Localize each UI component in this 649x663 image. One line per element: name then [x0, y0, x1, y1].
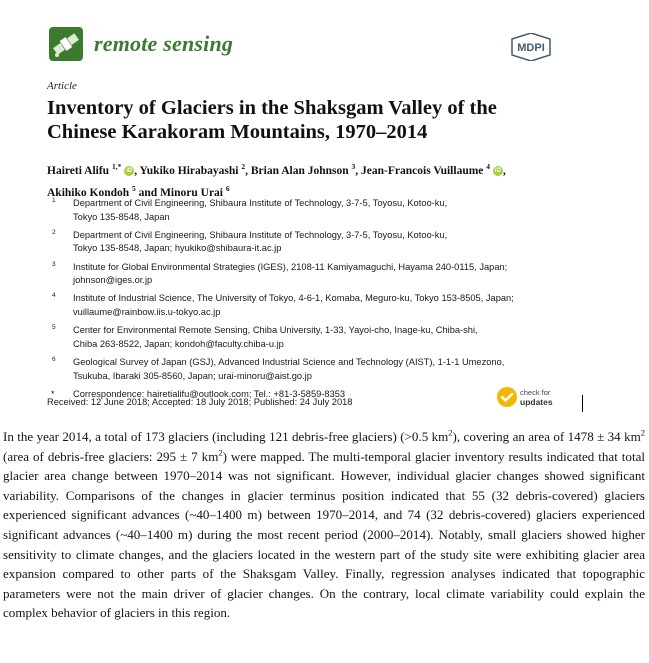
author-name: Yukiko Hirabayashi — [139, 164, 239, 177]
author-sup: 5 — [132, 183, 136, 193]
journal-name: remote sensing — [94, 31, 234, 56]
affiliation-number: 2 — [52, 228, 56, 236]
affiliation-line: Department of Civil Engineering, Shibaura Institute of Technology, 3-7-5, Toyosu, Kotoo-ku, — [73, 198, 448, 208]
author-sup: 1,* — [111, 162, 122, 171]
affiliation — [47, 229, 567, 256]
author[interactable] — [361, 162, 503, 177]
affiliation — [47, 292, 567, 319]
badge-line-1: check for — [520, 388, 551, 397]
affiliation — [47, 261, 567, 288]
author-sup: 3 — [351, 162, 356, 171]
affiliation-line: Tokyo 135-8548, Japan — [73, 211, 170, 222]
affiliation-list — [47, 197, 567, 406]
author-sup: 2 — [241, 162, 246, 171]
affiliation-line: Tokyo 135-8548, Japan; hyukiko@shibaura-it.ac.jp — [73, 243, 282, 254]
affiliation-number: 3 — [52, 260, 56, 268]
affiliation-line: johnson@iges.or.jp — [73, 275, 153, 286]
affiliation-line: vuillaume@rainbow.iis.u-tokyo.ac.jp — [73, 306, 221, 317]
author-name: Jean-Francois Vuillaume — [361, 164, 484, 177]
author-name: Haireti Alifu — [47, 164, 110, 177]
affiliation-number: 1 — [52, 197, 56, 204]
affiliation-line: Geological Survey of Japan (GSJ), Advanced Industrial Science and Technology (AIST), 1-1-1 Umezono, — [73, 356, 505, 367]
author-separator: , — [134, 164, 140, 177]
affiliation-line: Chiba 263-8522, Japan; kondoh@faculty.chiba-u.jp — [73, 338, 284, 349]
publication-dates: Received: 12 June 2018; Accepted: 18 July 2018; Published: 24 July 2018 — [47, 397, 353, 407]
paper-title — [47, 96, 607, 144]
author-name: Akihiko Kondoh — [47, 186, 130, 199]
author[interactable] — [250, 162, 356, 177]
publisher-name: MDPI — [517, 42, 545, 54]
author-separator: , — [245, 164, 251, 177]
affiliation — [47, 197, 567, 224]
affiliation-number: 5 — [52, 324, 56, 332]
affiliation-line: Department of Civil Engineering, Shibaura Institute of Technology, 3-7-5, Toyosu, Kotoo-ku, — [73, 229, 448, 240]
affiliation-line: Tsukuba, Ibaraki 305-8560, Japan; urai-minoru@aist.go.jp — [73, 370, 312, 381]
author[interactable] — [139, 162, 246, 177]
author-sup: 4 — [486, 162, 491, 171]
affiliation-line: Institute for Global Environmental Strategies (IGES), 2108-11 Kamiyamaguchi, Hayama 240-0115, Japan; — [73, 261, 508, 272]
author-separator: , — [355, 164, 362, 177]
author-separator: , — [502, 164, 506, 177]
affiliation — [47, 324, 567, 351]
affiliation-line: Institute of Industrial Science, The University of Tokyo, 4-6-1, Komaba, Meguro-ku, Tokyo 153-8505, Japan; — [73, 293, 514, 304]
orcid-icon[interactable]: iD — [126, 168, 133, 175]
correspondence-marker: * — [51, 388, 55, 399]
author-sup: 6 — [225, 183, 230, 193]
satellite-logo-icon — [46, 24, 86, 64]
article-type: Article — [47, 80, 77, 92]
author-list — [47, 158, 617, 202]
author-separator: and — [135, 186, 161, 199]
badge-line-2: updates — [520, 397, 553, 407]
title-line: Inventory of Glaciers in the Shaksgam Valley of the — [47, 97, 497, 119]
title-line: Chinese Karakoram Mountains, 1970–2014 — [47, 121, 428, 143]
affiliation-line: Correspondence: hairetialifu@outlook.com; Tel.: +81-3-5859-8353 — [73, 388, 346, 399]
author[interactable] — [47, 162, 134, 177]
orcid-icon[interactable]: iD — [494, 168, 501, 175]
abstract-text: In the year 2014, a total of 173 glaciers (including 121 debris-free glaciers) (>0.5 $km^2$), covering an area of 1478 ± 34 $km^2$ (area of debris-free glaciers: 295 ± 7 $km^2$) were mapped. The multi-temporal glacier inventory results indicated that total glacier area change between 1970–2014 was not significant. However, individual glacier changes showed significant variability. Comparisons of the changes in glacier terminus position indicated that 55 (32 debris-covered) glaciers experienced significant advances (~40–1400 m) between 1970–2014, and 74 (32 debris-covered) glaciers experienced significant advances (~40–1400 m) during the most recent period (2000–2014). Notably, small glaciers showed higher sensitivity to climate changes, and the glaciers located in the western part of the study site were exhibiting glacier area expansion compared to other parts of the Shaksgam Valley. Finally, regression analyses indicated that topographic parameters were not the main driver of glacier changes. On the contrary, local climate variability could explain the complex behavior of glaciers in this region. — [3, 427, 646, 621]
affiliation-number: 6 — [52, 355, 56, 363]
author-name: Brian Alan Johnson — [250, 164, 349, 177]
check-updates-icon — [496, 386, 518, 408]
affiliation-line: Center for Environmental Remote Sensing, Chiba University, 1-33, Yayoi-cho, Inage-ku, Chiba-shi, — [73, 325, 478, 336]
author-name: Minoru Urai — [160, 186, 223, 199]
text-cursor — [582, 395, 583, 412]
affiliation-number: 4 — [52, 292, 56, 300]
check-for-updates-badge[interactable] — [496, 384, 564, 412]
mdpi-logo-icon — [508, 33, 554, 61]
affiliation — [47, 356, 567, 383]
